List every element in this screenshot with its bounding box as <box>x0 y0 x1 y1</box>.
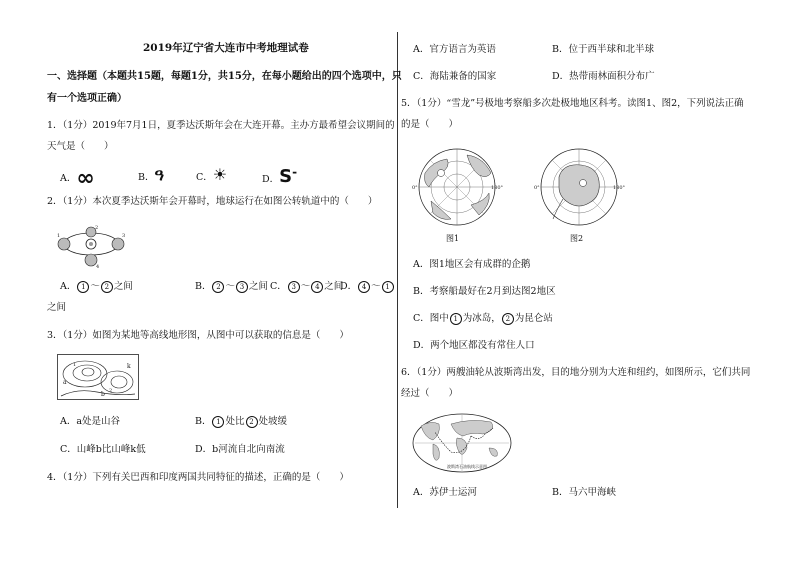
q2-option-d-label: D． <box>340 281 358 292</box>
map-caption: 波斯湾石油航线示意图 <box>447 464 487 469</box>
q1-stem-line2: 天气是（ ） <box>47 141 114 152</box>
q4-option-d[interactable]: D．热带雨林面积分布广 <box>552 71 655 82</box>
q1-option-c[interactable] <box>196 165 228 184</box>
q1-option-b[interactable] <box>138 165 164 184</box>
q1-stem-line1: 1．（1分）2019年7月1日，夏季达沃斯年会在大连开幕。主办方最希望会议期间的 <box>47 120 395 131</box>
q6-option-a[interactable]: A．苏伊士运河 <box>413 487 477 498</box>
q4-option-a[interactable]: A．官方语言为英语 <box>413 44 496 55</box>
fig1-degree-left: 0° <box>412 185 418 191</box>
q1-option-c-label: C． <box>196 172 213 183</box>
circled-number: 2 <box>101 281 113 293</box>
q5-option-c[interactable] <box>413 312 553 325</box>
q1-option-d[interactable] <box>262 166 297 186</box>
q4-stem: 4．（1分）下列有关巴西和印度两国共同特征的描述，正确的是（ ） <box>47 472 349 483</box>
q2-option-a-label: A． <box>60 281 77 292</box>
circled-number: 2 <box>502 313 514 325</box>
fig1-caption: 图1 <box>446 234 460 243</box>
circled-number: 1 <box>450 313 462 325</box>
q5-option-d[interactable]: D．两个地区都没有常住人口 <box>413 340 535 351</box>
q5-stem-line1: 5．（1分）“雪龙”号极地考察船多次赴极地地区科考。读图1、图2，下列说法正确 <box>401 98 744 109</box>
q5-option-a[interactable]: A．图1地区会有成群的企鹅 <box>413 259 531 270</box>
map-label-k: k <box>127 363 131 370</box>
circled-number: 4 <box>311 281 323 293</box>
q2-option-d[interactable] <box>340 280 395 293</box>
q2-stem: 2．（1分）本次夏季达沃斯年会开幕时，地球运行在如图公转轨道中的（ ） <box>47 196 378 207</box>
q3-stem: 3．（1分）如图为某地等高线地形图，从图中可以获取的信息是（ ） <box>47 330 349 341</box>
q3-option-b-end: 处坡缓 <box>258 416 288 427</box>
fig1-degree-right: 180° <box>491 185 503 191</box>
q2-option-b-label: B． <box>195 281 212 292</box>
circled-number: 1 <box>382 281 394 293</box>
q2-option-c-sep: ～ <box>300 281 311 292</box>
circled-number: 3 <box>236 281 248 293</box>
q2-option-a-sep: ～ <box>90 281 100 292</box>
q2-option-d-sep: ～ <box>371 281 381 292</box>
q2-option-a[interactable] <box>60 280 133 293</box>
q1-option-a[interactable] <box>60 166 95 191</box>
q1-option-a-label: A． <box>60 173 77 184</box>
map-label-b: b <box>101 391 105 398</box>
exam-title: 2019年辽宁省大连市中考地理试卷 <box>143 42 309 54</box>
orbit-label-4: 4 <box>96 264 100 270</box>
column-divider <box>397 32 398 508</box>
q4-option-b[interactable]: B．位于西半球和北半球 <box>552 44 654 55</box>
q2-option-b-sep: ～ <box>225 281 235 292</box>
fig2-degree-left: 0° <box>534 185 540 191</box>
circled-number: 1 <box>77 281 89 293</box>
orbit-label-1: 1 <box>57 233 61 239</box>
circled-number: 3 <box>288 281 300 293</box>
circled-number: 1 <box>212 416 224 428</box>
q3-option-b-mid: 处比 <box>225 416 245 427</box>
contour-map <box>57 354 139 400</box>
map-label-2: 2 <box>109 388 113 394</box>
earth-orbit-diagram <box>55 224 127 270</box>
q3-option-a[interactable]: A．a处是山谷 <box>60 416 121 427</box>
q3-option-b[interactable] <box>195 415 287 428</box>
antarctic-polar-map <box>533 143 625 231</box>
section-heading-line1: 一、选择题（本题共15题，每题1分，共15分，在每小题给出的四个选项中，只 <box>47 71 402 82</box>
q5-option-c-mid: 为冰岛， <box>462 313 501 324</box>
cloud-symbol-icon: ዓ <box>154 165 164 184</box>
map-label-1: 1 <box>73 362 77 368</box>
infinity-symbol-icon: ∞ <box>76 166 95 191</box>
q2-option-c-label: C． <box>270 281 287 292</box>
q2-option-b[interactable] <box>195 280 268 293</box>
map-label-a: a <box>63 379 67 386</box>
q5-stem-line2: 的是（ ） <box>401 119 459 130</box>
q2-option-a-end: 之间 <box>113 281 133 292</box>
q1-option-b-label: B． <box>138 172 155 183</box>
circled-number: 4 <box>358 281 370 293</box>
oil-route-world-map <box>411 412 513 474</box>
q2-option-c[interactable] <box>270 280 343 293</box>
q5-option-b[interactable]: B．考察船最好在2月到达图2地区 <box>413 286 556 297</box>
sunny-symbol-icon: ☀ <box>212 165 228 184</box>
circled-number: 2 <box>212 281 224 293</box>
q6-stem-line1: 6．（1分）两艘油轮从波斯湾出发，目的地分别为大连和纽约，如图所示，它们共同 <box>401 367 751 378</box>
q2-option-d-end: 之间 <box>47 302 67 313</box>
q2-option-b-end: 之间 <box>249 281 269 292</box>
section-heading-line2: 有一个选项正确） <box>47 93 127 104</box>
orbit-label-2: 2 <box>95 225 99 231</box>
q3-option-d[interactable]: D．b河流自北向南流 <box>195 444 285 455</box>
orbit-label-3: 3 <box>122 233 126 239</box>
circled-number: 2 <box>246 416 258 428</box>
q2-option-c-end: 之间 <box>324 281 344 292</box>
q1-option-d-label: D． <box>262 174 280 185</box>
q5-option-c-end: 为昆仑站 <box>514 313 553 324</box>
fig2-degree-right: 180° <box>613 185 625 191</box>
q3-option-c[interactable]: C．山峰b比山峰k低 <box>60 444 146 455</box>
q4-option-c[interactable]: C．海陆兼备的国家 <box>413 71 497 82</box>
arctic-polar-map <box>411 143 503 231</box>
q6-stem-line2: 经过（ ） <box>401 388 459 399</box>
sandstorm-symbol-icon: S <box>279 166 293 187</box>
q6-option-b[interactable]: B．马六甲海峡 <box>552 487 616 498</box>
q5-option-c-label: C．图中 <box>413 313 449 324</box>
q3-option-b-label: B． <box>195 416 212 427</box>
fig2-caption: 图2 <box>570 234 584 243</box>
sandstorm-symbol-dash: - <box>292 165 298 179</box>
